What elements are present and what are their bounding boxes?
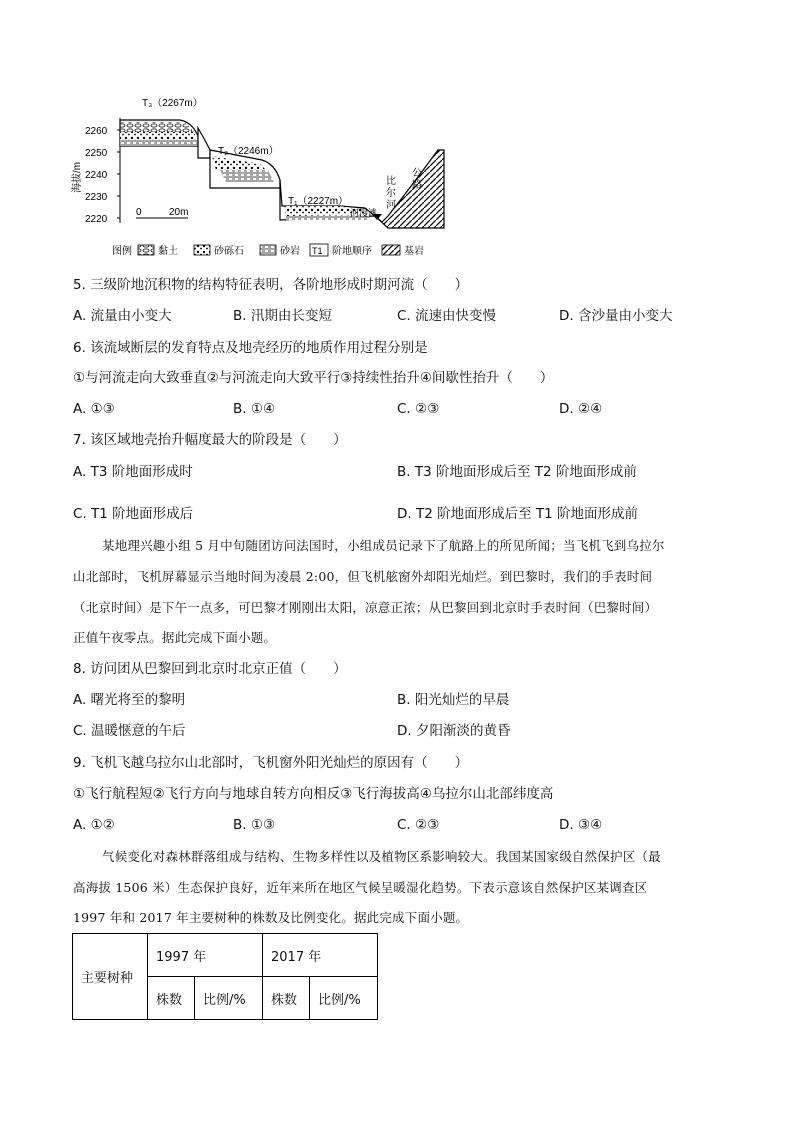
t3-sand-layer <box>120 140 198 146</box>
question-9-option-b: B. ①③ <box>233 817 276 833</box>
legend-sandstone-swatch <box>260 245 276 255</box>
question-5-option-a: A. 流量由小变大 <box>73 308 172 324</box>
question-6-stem: 6. 该流域断层的发育特点及地壳经历的地质作用过程分别是 <box>73 340 428 356</box>
river-label-char: 河 <box>386 200 396 211</box>
passage-1-line: 山北部时，飞机屏幕显示当地时间为凌晨 2:00，但飞机舷窗外却阳光灿烂。到巴黎时，我们的手表时间 <box>73 569 653 584</box>
t3-t2-slope <box>198 128 210 158</box>
table-header-ratio: 比例/% <box>195 977 263 1020</box>
question-7-option-d: D. T2 阶地面形成后至 T1 阶地面形成前 <box>397 506 639 522</box>
legend-order-label: 阶地顺序 <box>332 246 372 257</box>
legend-gravel-label: 砂砾石 <box>214 246 244 257</box>
question-9-option-d: D. ③④ <box>559 817 603 833</box>
y-tick-label: 2240 <box>85 170 108 181</box>
question-6-option-d: D. ②④ <box>559 401 603 417</box>
figure-legend <box>112 244 424 257</box>
question-6-option-c: C. ②③ <box>397 401 440 417</box>
question-8-option-b: B. 阳光灿烂的早晨 <box>397 692 510 708</box>
question-9-statements: ①飞行航程短②飞行方向与地球自转方向相反③飞行海拔高④乌拉尔山北部纬度高 <box>73 786 554 802</box>
question-5-option-d: D. 含沙量由小变大 <box>559 308 673 324</box>
question-7-option-c: C. T1 阶地面形成后 <box>73 506 194 522</box>
table-header-count: 株数 <box>148 977 195 1020</box>
t1-label: T₁（2227m） <box>288 196 349 207</box>
tree-species-table <box>72 933 378 1020</box>
y-tick-label: 2260 <box>85 126 108 137</box>
table-header-count: 株数 <box>263 977 310 1020</box>
question-5-option-c: C. 流速由快变慢 <box>397 308 497 324</box>
question-5-stem: 5. 三级阶地沉积物的结构特征表明，各阶地形成时期河流（ ） <box>73 277 469 293</box>
passage-2-line: 1997 年和 2017 年主要树种的株数及比例变化。据此完成下面小题。 <box>73 910 469 925</box>
question-7-option-a: A. T3 阶地面形成时 <box>73 464 193 480</box>
t3-label: T₃（2267m） <box>142 98 203 109</box>
question-9-stem: 9. 飞机飞越乌拉尔山北部时，飞机窗外阳光灿烂的原因有（ ） <box>73 755 469 771</box>
terrace-cross-section-figure <box>70 88 450 268</box>
road-label-char: 路 <box>412 180 422 191</box>
question-9-option-c: C. ②③ <box>397 817 440 833</box>
question-8-option-d: D. 夕阳渐淡的黄昏 <box>397 723 511 739</box>
question-5-option-b: B. 汛期由长变短 <box>233 308 332 324</box>
table-row <box>73 934 378 977</box>
question-7-stem: 7. 该区域地壳抬升幅度最大的阶段是（ ） <box>73 432 347 448</box>
passage-1-line: 正值午夜零点。据此完成下面小题。 <box>73 630 277 645</box>
legend-bedrock-label: 基岩 <box>404 246 424 257</box>
scale-zero-label: 0 <box>136 207 142 218</box>
scale-length-label: 20m <box>169 207 189 218</box>
passage-1-line: 某地理兴趣小组 5 月中旬随团访问法国时，小组成员记录下了航路上的所见所闻；当飞机飞到乌拉尔 <box>102 538 665 553</box>
legend-gravel-swatch <box>194 245 210 255</box>
y-axis-label: 海拔/m <box>72 161 83 193</box>
legend-title: 图例 <box>112 246 132 257</box>
question-8-option-a: A. 曙光将至的黎明 <box>73 692 186 708</box>
road-label-char: 公 <box>412 168 422 179</box>
terrace-profile-svg <box>70 88 450 268</box>
floodplain-label: 河漫滩 <box>350 208 378 218</box>
question-6-statements: ①与河流走向大致垂直②与河流走向大致平行③持续性抬升④间歇性抬升（ ） <box>73 370 554 386</box>
legend-sandstone-label: 砂岩 <box>280 246 300 257</box>
question-8-stem: 8. 访问团从巴黎回到北京时北京正值（ ） <box>73 661 347 677</box>
passage-2-line: 高海拔 1506 米）生态保护良好，近年来所在地区气候呈暖湿化趋势。下表示意该自然保护区某调查区 <box>73 880 648 895</box>
t2-sand-layer <box>220 170 274 182</box>
passage-2-line: 气候变化对森林群落组成与结构、生物多样性以及植物区系影响较大。我国某国家级自然保护区（最 <box>102 849 661 864</box>
question-6-option-b: B. ①④ <box>233 401 276 417</box>
question-8-option-c: C. 温暖惬意的午后 <box>73 723 186 739</box>
question-6-option-a: A. ①③ <box>73 401 115 417</box>
legend-bedrock-swatch <box>382 245 400 255</box>
legend-clay-swatch <box>138 245 154 255</box>
table-header-year-2017: 2017 年 <box>263 934 378 977</box>
question-9-option-a: A. ①② <box>73 817 115 833</box>
table-header-species: 主要树种 <box>73 934 148 1020</box>
river-label-char: 比 <box>386 176 396 187</box>
t2-label: T₂（2246m） <box>218 146 279 157</box>
y-tick-label: 2220 <box>85 214 108 225</box>
y-tick-label: 2250 <box>85 148 108 159</box>
passage-1-line: （北京时间）是下午一点多，可巴黎才刚刚出太阳，凉意正浓；从巴黎回到北京时手表时间（巴黎时间） <box>73 600 658 615</box>
river-label-char: 尔 <box>386 188 396 199</box>
y-tick-label: 2230 <box>85 192 108 203</box>
table-header-ratio: 比例/% <box>310 977 378 1020</box>
t3-gravel-layer <box>120 132 197 140</box>
t3-clay-layer <box>120 122 194 132</box>
question-7-option-b: B. T3 阶地面形成后至 T2 阶地面形成前 <box>397 464 637 480</box>
legend-clay-label: 黏土 <box>158 246 178 257</box>
legend-order-box-label: T1 <box>312 246 323 256</box>
table-header-year-1997: 1997 年 <box>148 934 263 977</box>
